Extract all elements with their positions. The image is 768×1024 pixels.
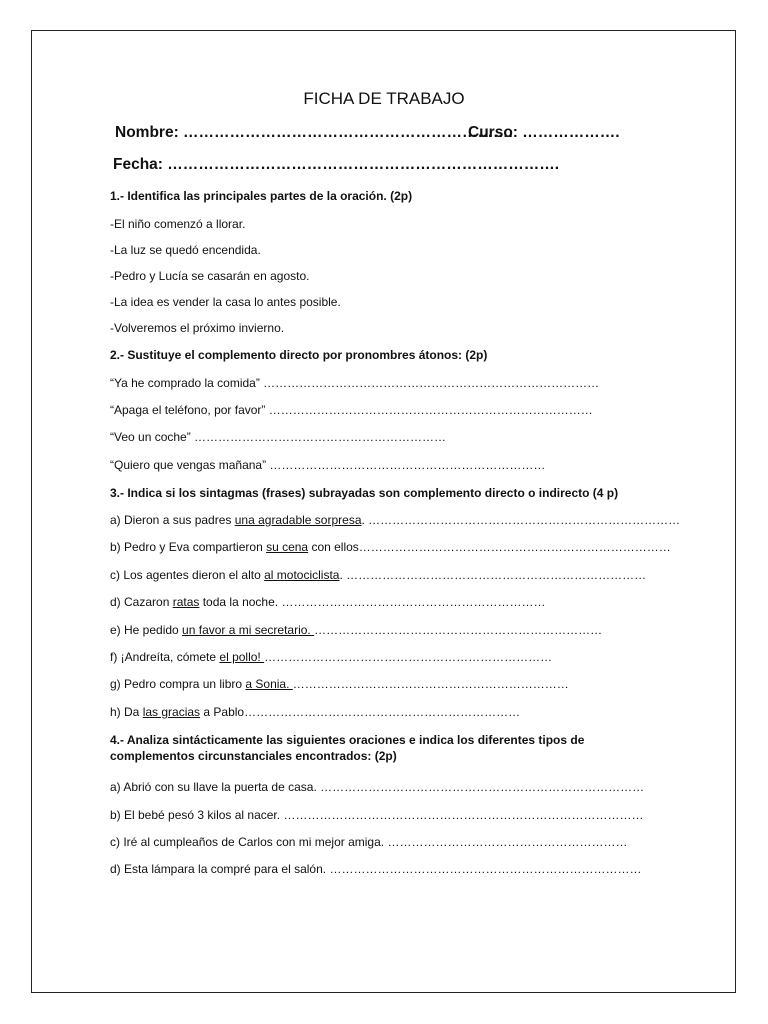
q1-heading: 1.- Identifica las principales partes de la oración. (2p) [110,189,413,203]
q3-item-text: f) ¡Andreíta, cómete [110,650,220,664]
q3-item-text: d) Cazaron [110,595,173,609]
q3-item-dots: ……………………………………………………………… [314,623,603,637]
q3-item-dots: . ………………………………………………………………… [339,568,647,582]
nombre-field: Nombre: ………………………………………………………. [115,124,513,141]
q1-item: -El niño comenzó a llorar. [110,217,246,231]
q3-item [110,595,545,609]
q3-item-text: b) Pedro y Eva compartieron [110,540,267,554]
fecha-field: Fecha: …………………………………………………………………. [113,156,560,173]
q1-item: -La idea es vender la casa lo antes posible. [110,295,341,309]
q4-item: d) Esta lámpara la compré para el salón. …………………………………………………………………… [110,862,642,876]
q2-heading: 2.- Sustituye el complemento directo por pronombres átonos: (2p) [110,348,488,362]
q3-item-dots: …………………………………………………………… [292,677,569,691]
q3-item-underlined: su cena [266,540,309,554]
q3-item [110,677,569,691]
q3-item [110,513,680,527]
q3-item-text: c) Los agentes dieron el alto [110,568,265,582]
q3-heading: 3.- Indica si los sintagmas (frases) subrayadas son complemento directo o indirecto (4 p) [110,486,619,500]
q3-item-underlined: ratas [172,595,200,609]
q4-item: a) Abrió con su llave la puerta de casa. ……………………………………………………………………… [110,780,645,794]
q2-item: “Veo un coche” ……………………………………………………… [110,430,447,444]
q3-item-dots: a Pablo…………………………………………………………… [200,705,521,719]
q3-item-underlined: al motociclista [264,568,340,582]
q3-item-underlined: a Sonia. [245,677,293,691]
q3-item-text: h) Da [110,705,143,719]
q3-item-dots: con ellos…………………………………………………………………… [308,540,671,554]
q4-heading: 4.- Analiza sintácticamente las siguientes oraciones e indica los diferentes tipos de complementos circunstanciales encontrados: (2p) [110,733,585,763]
page-title: FICHA DE TRABAJO [303,89,465,108]
q3-item-dots: toda la noche. ………………………………………………………… [199,595,546,609]
curso-field: Curso: ………………. [468,124,620,141]
q1-item: -Volveremos el próximo invierno. [110,321,285,335]
q3-item-underlined: un favor a mi secretario. [182,623,315,637]
q2-item: “Apaga el teléfono, por favor” ……………………………………………………………………… [110,403,593,417]
q4-item: c) Iré al cumpleaños de Carlos con mi mejor amiga. …………………………………………………… [110,835,628,849]
q2-item: “Ya he comprado la comida” ………………………………………………………………………… [110,376,600,390]
q3-item [110,650,552,664]
q3-item-text: a) Dieron a sus padres [110,513,235,527]
q4-item: b) El bebé pesó 3 kilos al nacer. ……………………………………………………………………………… [110,808,644,822]
q2-item: “Quiero que vengas mañana” …………………………………………………………… [110,458,546,472]
q1-item: -Pedro y Lucía se casarán en agosto. [110,269,310,283]
q3-item [110,540,671,554]
q3-item-underlined: el pollo! [219,650,265,664]
q3-item [110,623,602,637]
q3-item [110,568,646,582]
q3-item-dots: ……………………………………………………………… [264,650,553,664]
q3-item-underlined: una agradable sorpresa [234,513,362,527]
q3-item-text: e) He pedido [110,623,183,637]
q1-item: -La luz se quedó encendida. [110,243,261,257]
q3-item [110,705,520,719]
q3-item-text: g) Pedro compra un libro [110,677,246,691]
q3-item-underlined: las gracias [142,705,201,719]
q3-item-dots: . …………………………………………………………………… [361,513,681,527]
